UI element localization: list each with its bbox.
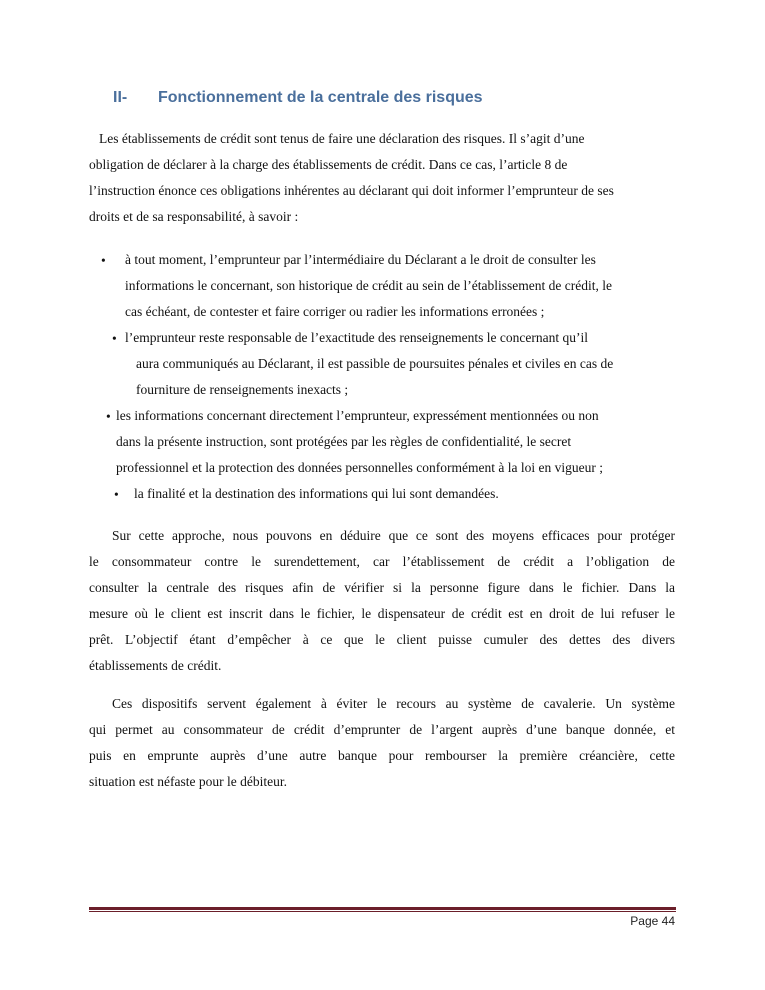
bullet-icon: •: [101, 253, 106, 268]
bullet-line: fourniture de renseignements inexacts ;: [136, 382, 349, 397]
text-line: qui permet au consommateur de crédit d’emprunter de l’argent auprès d’une banque donnée, et: [89, 722, 675, 737]
text-line: Ces dispositifs servent également à éviter le recours au système de cavalerie. Un système: [112, 696, 675, 711]
section-heading: [113, 89, 483, 107]
bullet-line: la finalité et la destination des informations qui lui sont demandées.: [134, 486, 499, 501]
bullet-line: l’emprunteur reste responsable de l’exactitude des renseignements le concernant qu’il: [125, 330, 588, 345]
bullet-icon: •: [112, 331, 117, 346]
footer-rule: [89, 907, 676, 910]
text-line: droits et de sa responsabilité, à savoir :: [89, 209, 299, 224]
text-line: le consommateur contre le surendettement, car l’établissement de crédit a l’obligation de: [89, 554, 675, 569]
paragraph-2: [89, 691, 675, 795]
intro-paragraph: [89, 126, 675, 230]
text-line: l’instruction énonce ces obligations inhérentes au déclarant qui doit informer l’emprunteur de ses: [89, 183, 614, 198]
bullet-line: aura communiqués au Déclarant, il est passible de poursuites pénales et civiles en cas de: [136, 356, 614, 371]
text-line: prêt. L’objectif étant d’empêcher à ce que le client puisse cumuler des dettes des divers: [89, 632, 675, 647]
page-number: Page 44: [630, 914, 675, 928]
text-line: puis en emprunte auprès d’une autre banque pour rembourser la première créancière, cette: [89, 748, 675, 763]
text-line: Sur cette approche, nous pouvons en déduire que ce sont des moyens efficaces pour protéger: [112, 528, 675, 543]
paragraph-1: [89, 523, 675, 679]
section-title: Fonctionnement de la centrale des risques: [158, 89, 483, 106]
footer-rule-thin: [89, 911, 676, 912]
text-line: consulter la centrale des risques afin de vérifier si la personne figure dans le fichier. Dans la: [89, 580, 675, 595]
text-line: situation est néfaste pour le débiteur.: [89, 774, 287, 789]
bullet-icon: •: [114, 487, 119, 502]
text-line: établissements de crédit.: [89, 658, 222, 673]
bullet-line: informations le concernant, son historique de crédit au sein de l’établissement de crédit, le: [125, 278, 612, 293]
bullet-line: cas échéant, de contester et faire corriger ou radier les informations erronées ;: [125, 304, 545, 319]
section-number: II-: [113, 89, 128, 106]
text-line: mesure où le client est inscrit dans le fichier, le dispensateur de crédit est en droit de lui refuser le: [89, 606, 675, 621]
bullet-line: dans la présente instruction, sont protégées par les règles de confidentialité, le secret: [116, 434, 572, 449]
text-line: obligation de déclarer à la charge des établissements de crédit. Dans ce cas, l’article 8 de: [89, 157, 568, 172]
bullet-line: professionnel et la protection des données personnelles conformément à la loi en vigueur ;: [116, 460, 603, 475]
bullet-icon: •: [106, 409, 111, 424]
text-line: Les établissements de crédit sont tenus de faire une déclaration des risques. Il s’agit d’une: [99, 131, 585, 146]
bullet-line: les informations concernant directement l’emprunteur, expressément mentionnées ou non: [116, 408, 599, 423]
bullet-line: à tout moment, l’emprunteur par l’intermédiaire du Déclarant a le droit de consulter les: [125, 252, 596, 267]
